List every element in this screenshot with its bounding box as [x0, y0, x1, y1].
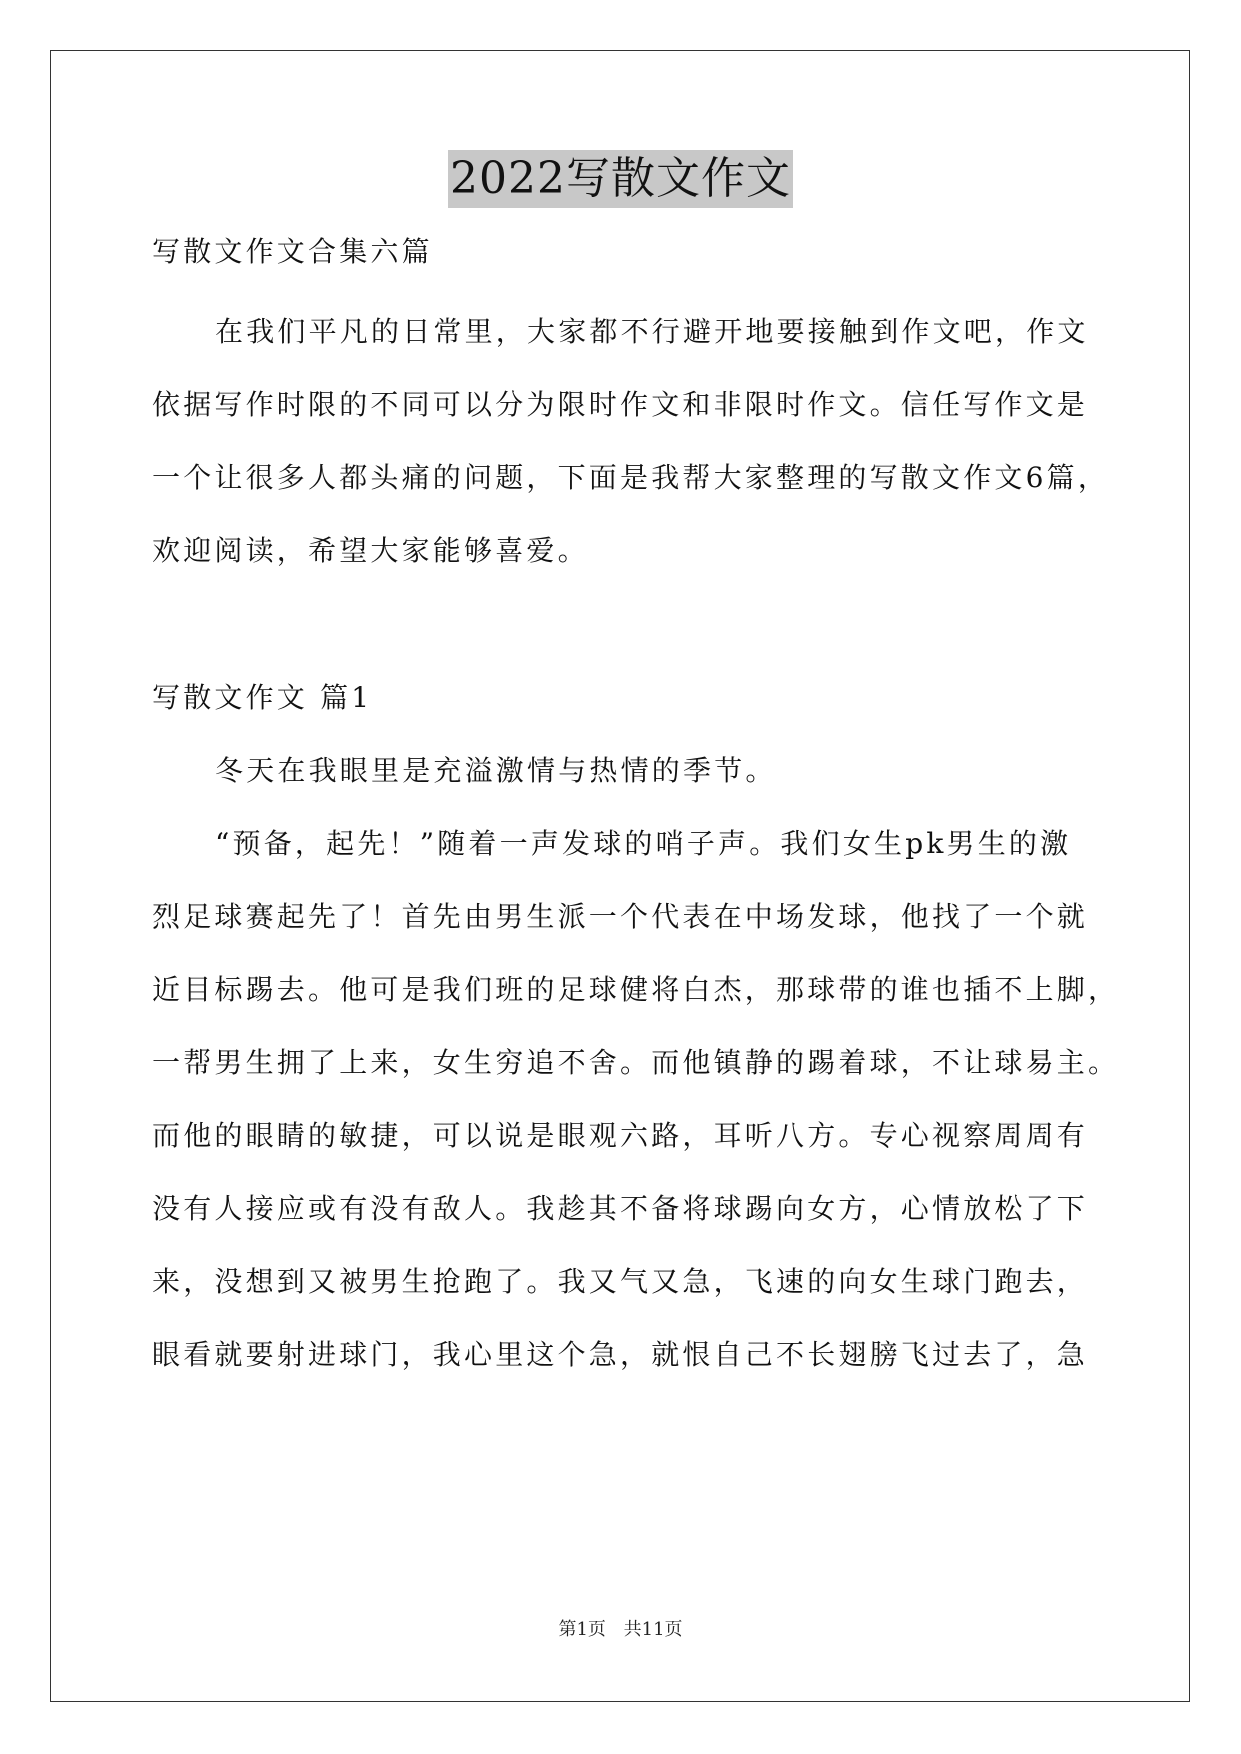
paragraph-line: 冬天在我眼里是充溢激情与热情的季节。: [215, 754, 777, 787]
page-number-total: 共11页: [623, 1619, 683, 1640]
page-border: [50, 50, 1190, 1702]
paragraph-line: 近目标踢去。他可是我们班的足球健将白杰，那球带的谁也插不上脚，: [152, 973, 1120, 1006]
paragraph-line: 而他的眼睛的敏捷，可以说是眼观六路，耳听八方。专心视察周周有: [152, 1119, 1089, 1152]
paragraph-line: 一帮男生拥了上来，女生穷追不舍。而他镇静的踢着球，不让球易主。: [152, 1046, 1120, 1079]
intro-line: 欢迎阅读，希望大家能够喜爱。: [152, 534, 589, 567]
title-container: [0, 150, 1241, 208]
page-number-current: 第1页: [558, 1619, 606, 1640]
paragraph-line: “预备，起先！”随着一声发球的哨子声。我们女生pk男生的激: [215, 827, 1072, 860]
section-heading: 写散文作文 篇1: [152, 681, 373, 714]
paragraph-line: 没有人接应或有没有敌人。我趁其不备将球踢向女方，心情放松了下: [152, 1192, 1089, 1225]
intro-line: 依据写作时限的不同可以分为限时作文和非限时作文。信任写作文是: [152, 388, 1089, 421]
paragraph-line: 来，没想到又被男生抢跑了。我又气又急，飞速的向女生球门跑去，: [152, 1265, 1089, 1298]
intro-line: 一个让很多人都头痛的问题，下面是我帮大家整理的写散文作文6篇，: [152, 461, 1110, 494]
paragraph-line: 眼看就要射进球门，我心里这个急，就恨自己不长翅膀飞过去了，急: [152, 1338, 1089, 1371]
subtitle: 写散文作文合集六篇: [152, 235, 433, 268]
document-title: 2022写散文作文: [448, 150, 793, 208]
page-footer: [0, 1615, 1241, 1641]
intro-line: 在我们平凡的日常里，大家都不行避开地要接触到作文吧，作文: [215, 315, 1089, 348]
paragraph-line: 烈足球赛起先了！首先由男生派一个代表在中场发球，他找了一个就: [152, 900, 1089, 933]
